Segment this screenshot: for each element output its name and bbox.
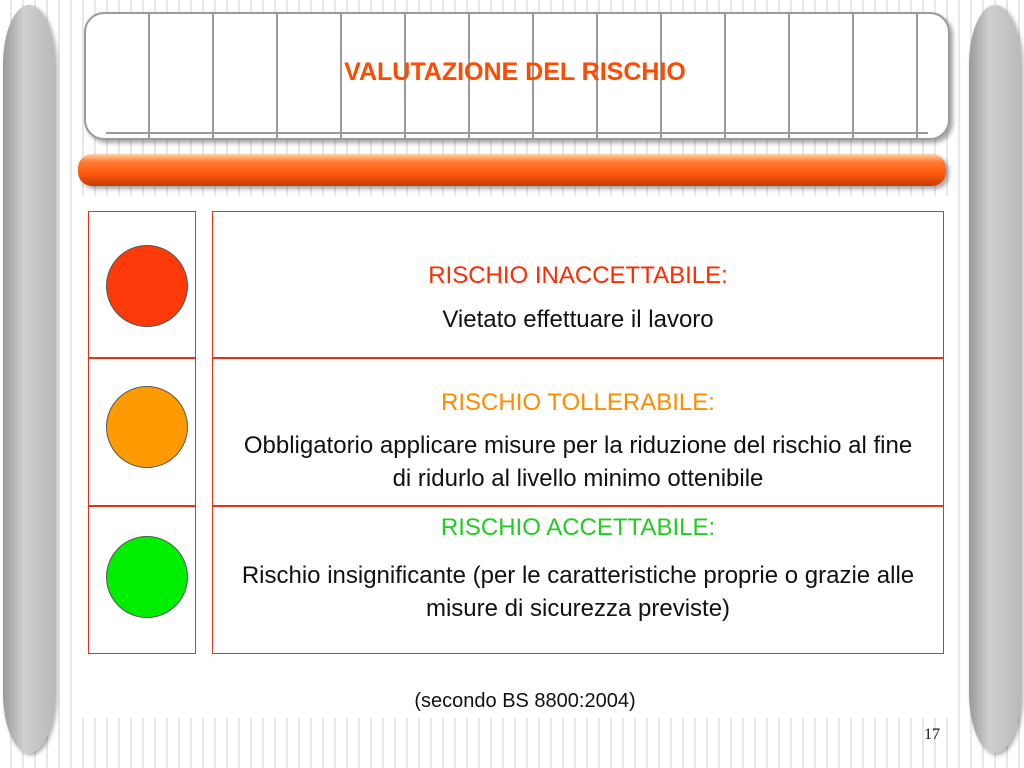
risk-description-unacceptable: Vietato effettuare il lavoro [442,306,714,333]
risk-description-acceptable: Rischio insignificante (per le caratteristiche proprie o grazie alle misure di sicurezza previste) [241,562,915,622]
right-decorative-pillar [969,5,1021,753]
green-traffic-light-icon [106,536,188,618]
row-divider [212,505,944,507]
title-banner-underline [106,132,928,134]
left-decorative-pillar [3,5,55,753]
source-note: (secondo BS 8800:2004) [414,690,636,712]
page-title: VALUTAZIONE DEL RISCHIO [344,58,686,86]
risk-title-acceptable: RISCHIO ACCETTABILE: [440,514,716,541]
red-traffic-light-icon [106,245,188,327]
page-number: 17 [924,726,940,743]
orange-traffic-light-icon [106,386,188,468]
risk-description-tolerable: Obbligatorio applicare misure per la riduzione del rischio al fine di ridurlo al livello minimo ottenibile [243,432,913,492]
orange-divider-bar [78,154,946,186]
risk-title-tolerable: RISCHIO TOLLERABILE: [441,389,715,416]
row-divider [88,505,196,507]
row-divider [212,357,944,359]
risk-title-unacceptable: RISCHIO INACCETTABILE: [428,262,728,289]
row-divider [88,357,196,359]
